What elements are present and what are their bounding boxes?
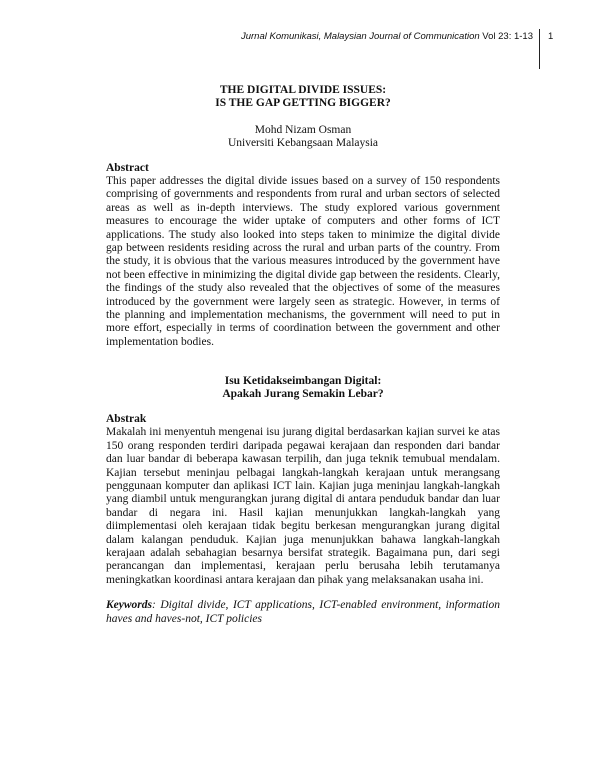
paper-title-line-1: THE DIGITAL DIVIDE ISSUES: — [219, 84, 387, 96]
journal-citation — [241, 31, 533, 42]
author-affiliation: Universiti Kebangsaan Malaysia — [227, 137, 379, 149]
keywords-label: Keywords — [106, 599, 152, 612]
abstract-heading: Abstract — [106, 162, 149, 174]
keywords-text: : Digital divide, ICT applications, ICT-enabled environment, information haves and haves-not, ICT policies — [106, 599, 500, 625]
malay-title-line-2: Apakah Jurang Semakin Lebar? — [222, 388, 384, 401]
malay-title-line-1: Isu Ketidakseimbangan Digital: — [224, 375, 382, 388]
paper-title-line-2: IS THE GAP GETTING BIGGER? — [215, 97, 391, 109]
abstrak-text: Makalah ini menyentuh mengenai isu jurang digital berdasarkan kajian survei ke atas 150 orang responden terdiri daripada pegawai kerajaan dan responden dari bandar dan luar bandar di beberapa kawasan terpilih, dan juga teknik temubual mendalam. Kajian tersebut meninjau pelbagai langkah-langkah kerajaan untuk merangsang penggunaan komputer dan aplikasi ICT lain. Kajian juga meninjau langkah-langkah yang diambil untuk mengurangkan jurang digital di antara penduduk bandar dan luar bandar di negara ini. Hasil kajian menunjukkan langkah-langkah yang diimplementasi oleh kerajaan tidak begitu berkesan mengurangkan jurang digital dalam kalangan penduduk. Kajian juga menunjukkan bahawa langkah-langkah kerajaan adalah sebahagian besarnya bersifat strategik. Bagaimana pun, dari segi perancangan dan implementasi, kerajaan perlu berusaha lebih terutamanya meningkatkan koordinasi antara kerajaan dan pihak yang melaksanakan usaha ini. — [106, 426, 500, 586]
paper-title — [106, 84, 500, 110]
keywords — [106, 599, 500, 626]
journal-name: Jurnal Komunikasi, Malaysian Journal of Communication — [240, 31, 480, 42]
header-divider — [539, 29, 540, 69]
journal-volume: Vol 23: 1-13 — [482, 31, 533, 42]
paper-body — [106, 84, 500, 637]
author-name: Mohd Nizam Osman — [254, 124, 352, 136]
abstrak-heading: Abstrak — [106, 413, 147, 426]
malay-title — [106, 375, 500, 401]
running-header — [0, 31, 600, 47]
author-block — [106, 124, 500, 150]
page-number: 1 — [548, 31, 554, 42]
abstract-text: This paper addresses the digital divide issues based on a survey of 150 respondents comprising of governments and respondents from rural and urban sectors of selected areas as well as in-depth interviews. The study explored various government measures to encourage the wider uptake of computers and other forms of ICT applications. The study also looked into steps taken to minimize the digital divide gap between residents residing across the rural and urban parts of the country. From the study, it is obvious that the various measures introduced by the government have not been effective in minimizing the digital divide gap between the residents. Clearly, the findings of the study also revealed that the objectives of some of the measures introduced by the government were largely seen as strategic. However, in terms of the planning and implementation mechanisms, the government will need to put in more effort, especially in terms of coordination between the government and other implementation bodies. — [106, 175, 500, 348]
